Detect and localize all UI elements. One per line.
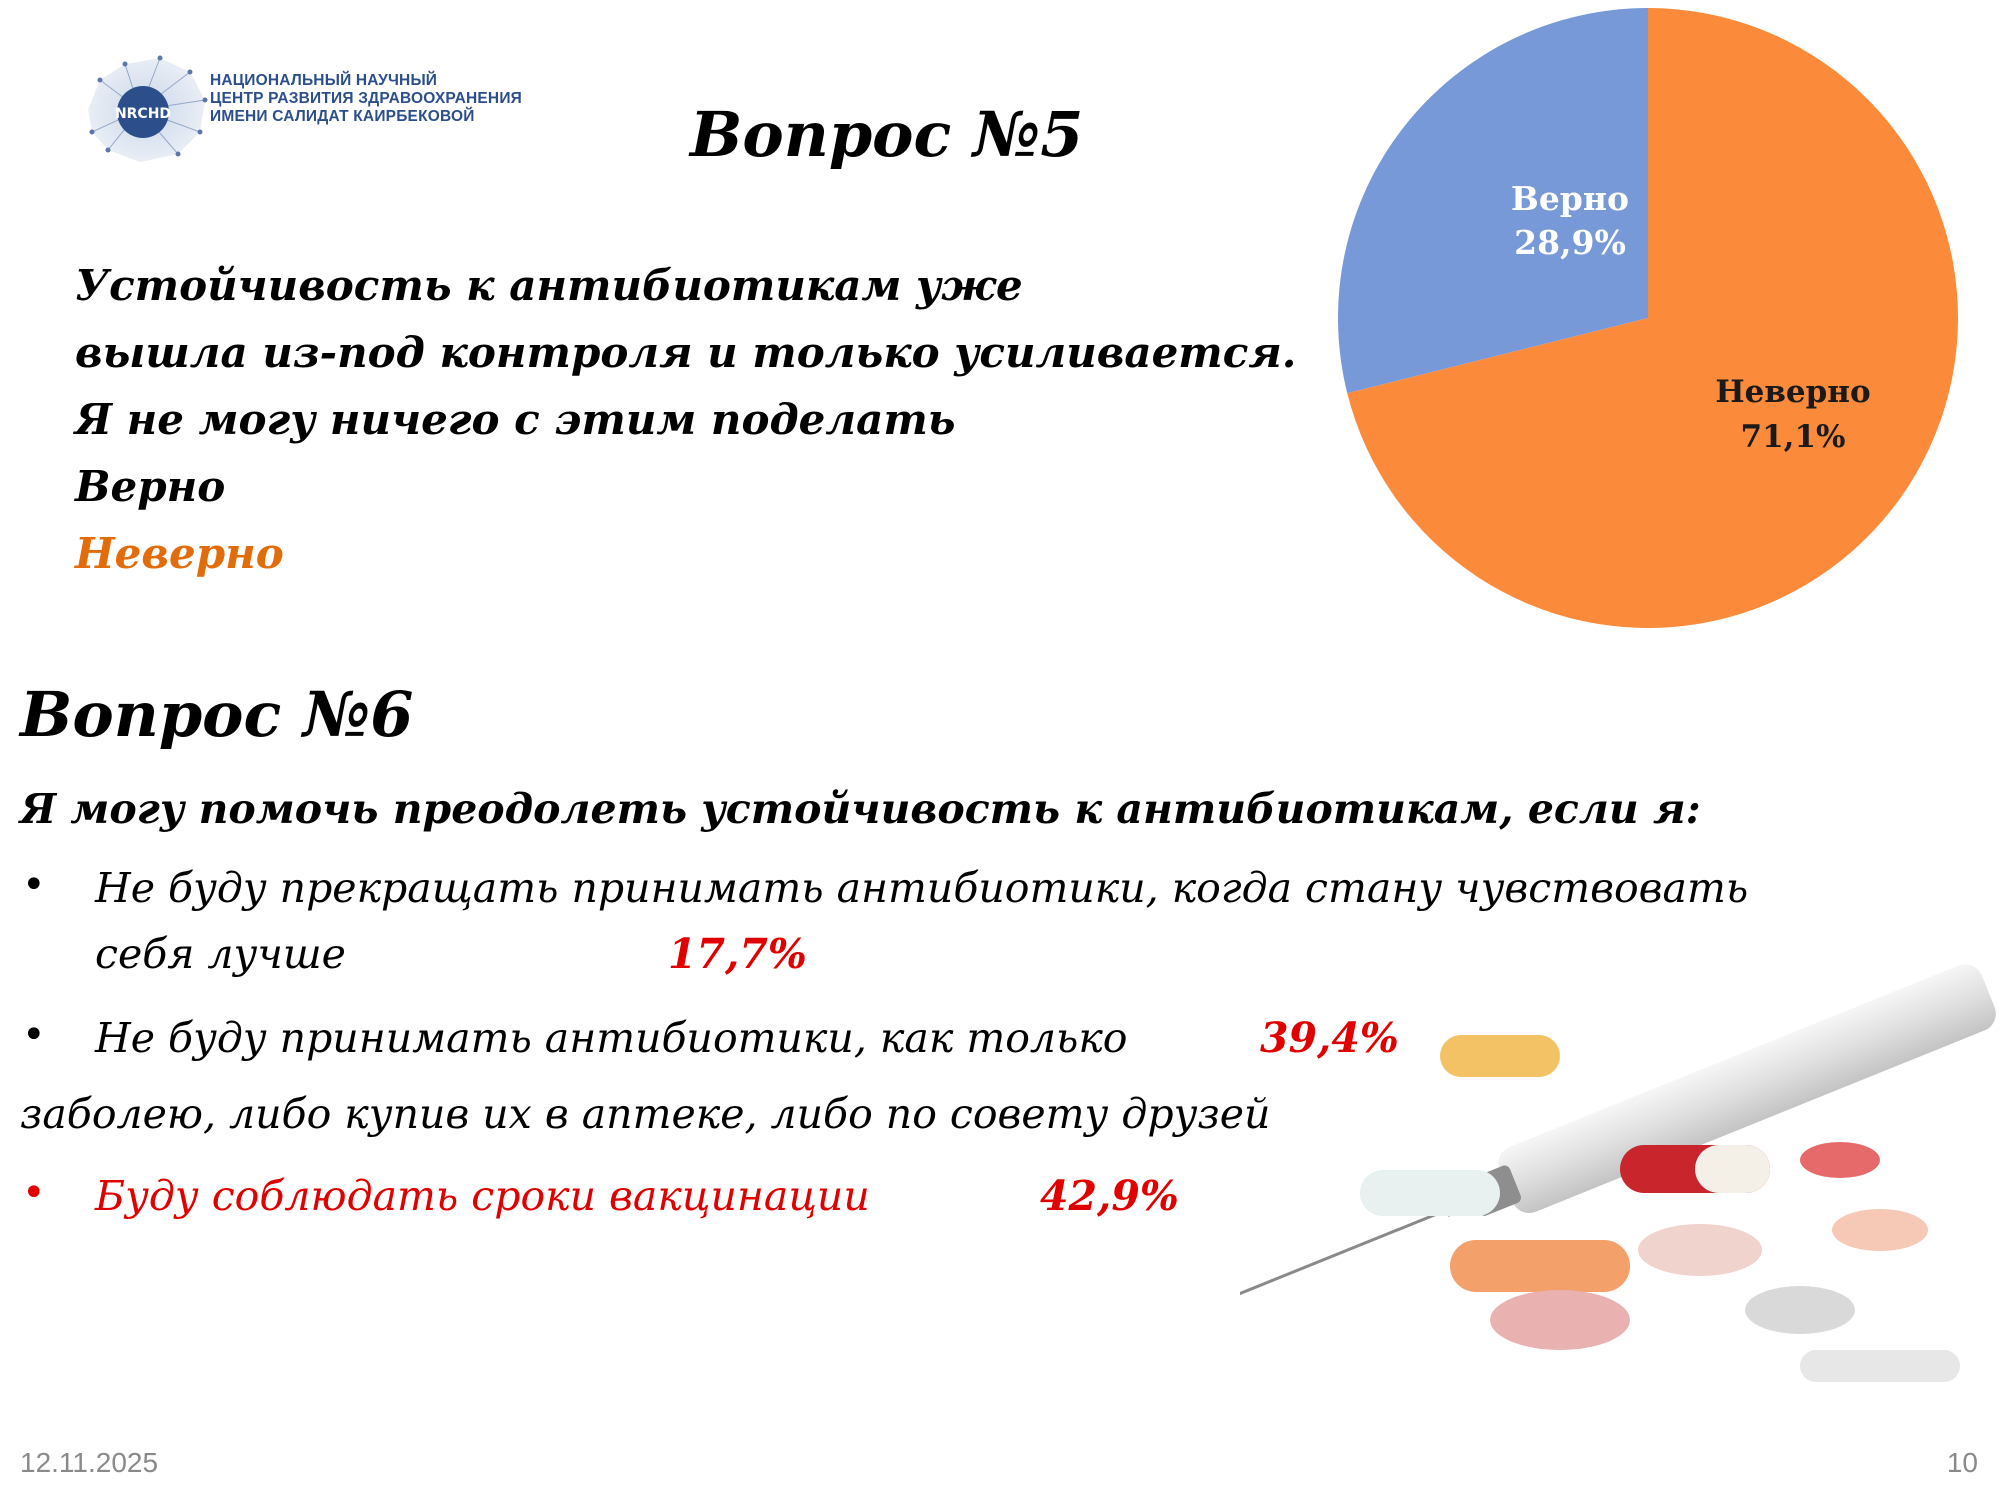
q6-option-2-line-2: заболею, либо купив их в аптеке, либо по совету друзей — [20, 1090, 1271, 1138]
question-5-title: Вопрос №5 — [690, 98, 1084, 171]
q5-pie-chart — [1330, 0, 2000, 630]
q5-statement-line-3: Я не могу ничего с этим поделать — [75, 395, 956, 444]
slide-page-number: 10 — [1946, 1447, 1978, 1478]
question-5-body — [75, 252, 1296, 587]
org-line-3: ИМЕНИ САЛИДАТ КАИРБЕКОВОЙ — [210, 108, 475, 125]
q5-option-right: Верно — [75, 462, 226, 511]
bullet-3: • — [22, 1170, 46, 1216]
org-line-1: НАЦИОНАЛЬНЫЙ НАУЧНЫЙ — [210, 72, 438, 89]
q5-statement-line-1: Устойчивость к антибиотикам уже — [75, 261, 1023, 310]
svg-text:NRCHD: NRCHD — [114, 106, 172, 122]
q6-option-3-percent: 42,9% — [1040, 1172, 1179, 1220]
pie-label-wrong: Неверно — [1715, 374, 1871, 410]
q6-option-3-text: Буду соблюдать сроки вакцинации — [95, 1172, 870, 1220]
slide-date: 12.11.2025 — [20, 1447, 159, 1478]
q5-option-wrong: Неверно — [75, 529, 284, 578]
organization-logo — [80, 50, 523, 170]
pie-label-right: Верно — [1510, 179, 1630, 218]
q6-option-1-line-2: себя лучше — [95, 930, 346, 978]
nrchd-emblem-icon — [80, 50, 215, 170]
question-6-title: Вопрос №6 — [20, 678, 414, 751]
pie-value-right: 28,9% — [1514, 223, 1626, 262]
q6-option-1-line-1: Не буду прекращать принимать антибиотики, когда стану чувствовать — [95, 864, 1749, 912]
q6-option-2-percent: 39,4% — [1260, 1014, 1399, 1062]
q6-option-1-percent: 17,7% — [668, 930, 807, 978]
q5-statement-line-2: вышла из-под контроля и только усиливается. — [75, 328, 1297, 377]
org-line-2: ЦЕНТР РАЗВИТИЯ ЗДРАВООХРАНЕНИЯ — [210, 90, 523, 107]
bullet-2: • — [22, 1012, 46, 1058]
bullet-1: • — [22, 862, 46, 908]
organization-name — [210, 72, 530, 126]
q6-option-2-line-1: Не буду принимать антибиотики, как только — [95, 1014, 1128, 1062]
pie-value-wrong: 71,1% — [1740, 419, 1846, 455]
question-6-lead: Я могу помочь преодолеть устойчивость к антибиотикам, если я: — [20, 785, 1701, 833]
syringe-pills-illustration — [1240, 940, 2000, 1390]
